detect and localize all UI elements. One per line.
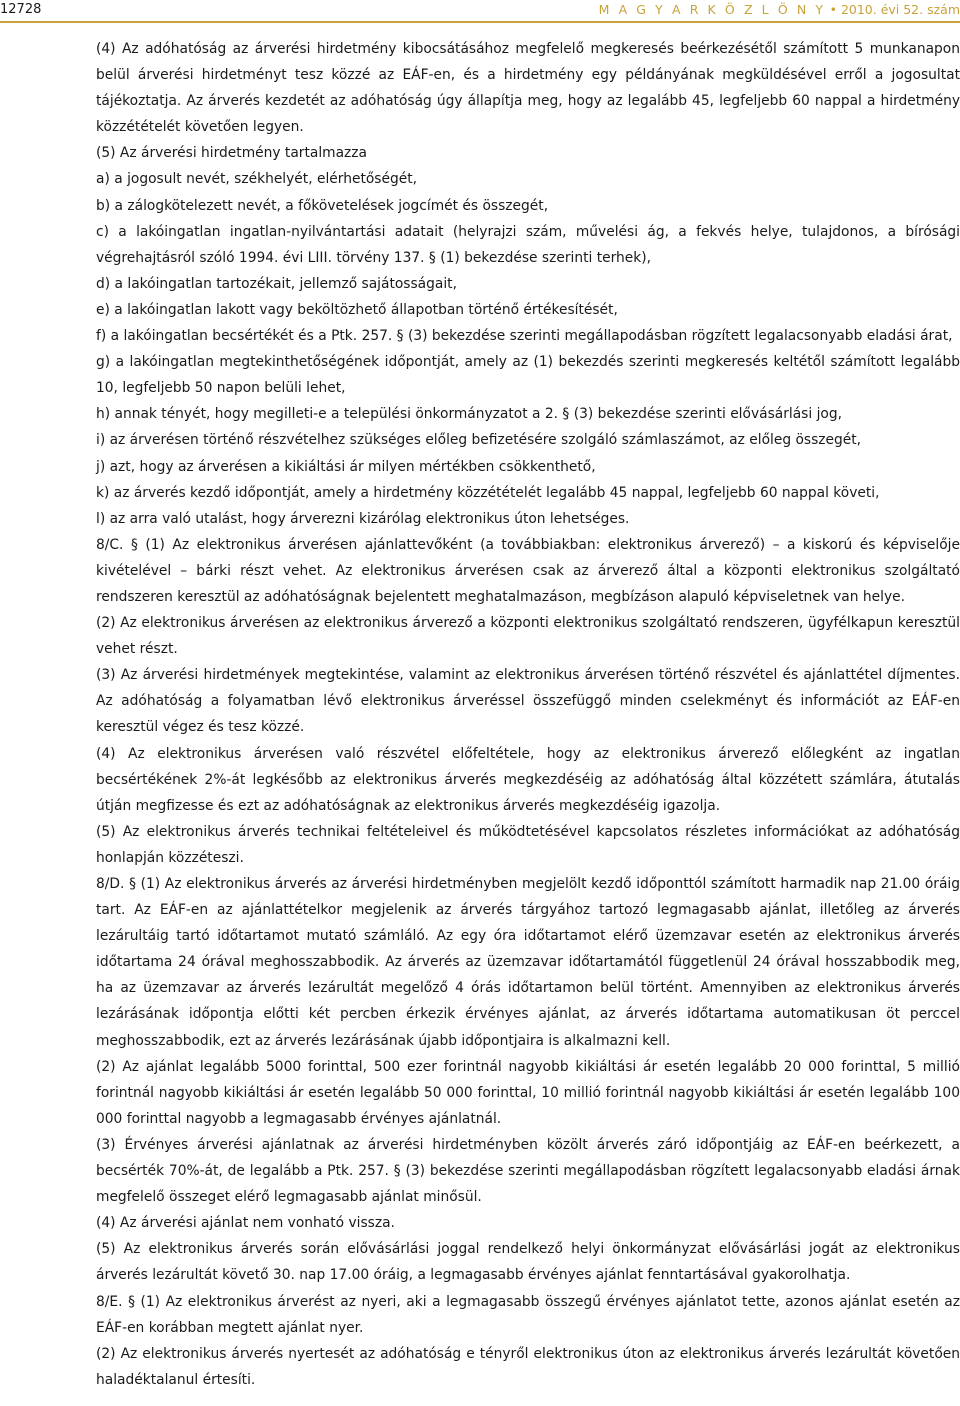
- list-item-d: d) a lakóingatlan tartozékait, jellemző sajátosságait,: [96, 275, 457, 292]
- paragraph-8b-5: (5) Az árverési hirdetmény tartalmazza: [96, 145, 367, 162]
- section-8c-4: (4) Az elektronikus árverésen való részvétel előfeltétele, hogy az elektronikus árverező előlegként az ingatlan becsértékének 2%-át legkésőbb az elektronikus árverés megkezdéséig az adóhatóság által közzétett számlára, átutalás útján megfizesse és ezt az adóhatóságnak az elektronikus árverés megkezdéséig igazolja.: [96, 745, 960, 814]
- document-body: [96, 36, 960, 1393]
- page-number: 12728: [0, 2, 42, 17]
- section-8d-1: 8/D. § (1) Az elektronikus árverés az árverési hirdetményben megjelölt kezdő időponttól számított harmadik nap 21.00 óráig tart. Az EÁF-en az ajánlattételkor megjelenik az árverés tárgyához tartozó legmagasabb ajánlat, illetőleg az árverés lezárultáig tartó időtartamot mutató számláló. Az egy óra időtartamot elérő üzemzavar esetén az elektronikus árverés időtartama 24 órával meghosszabbodik. Az árverés az üzemzavar időtartamától függetlenül 24 órával hosszabbodik meg, ha az üzemzavar az árverés lezárultát megelőző 4 órás időtartamon belül történt. Amennyiben az elektronikus árverés lezárásának időpontja előtti két percben érkezik érvényes ajánlat, az árverés időtartama automatikusan öt perccel meghosszabbodik, ezt az árverés lezárásának újabb időpontjaira is alkalmazni kell.: [96, 876, 960, 1049]
- section-8d-5: (5) Az elektronikus árverés során elővásárlási joggal rendelkező helyi önkormányzat elővásárlási jogát az elektronikus árverés lezárultát követő 30. nap 17.00 óráig, a legmagasabb érvényes ajánlat fenntartásával gyakorolhatja.: [96, 1241, 960, 1284]
- page-header: [0, 0, 960, 24]
- list-item-c: c) a lakóingatlan ingatlan-nyilvántartási adatait (helyrajzi szám, művelési ág, a fekvés helye, tulajdonos, a bírósági végrehajtásról szóló 1994. évi LIII. törvény 137. § (1) bekezdése szerinti terhek),: [96, 223, 960, 266]
- list-item-g: g) a lakóingatlan megtekinthetőségének időpontját, amely az (1) bekezdés szerinti megkeresés keltétől számított legalább 10, legfeljebb 50 napon belüli lehet,: [96, 354, 960, 397]
- section-8c-3: (3) Az árverési hirdetmények megtekintése, valamint az elektronikus árverésen történő részvétel és ajánlattétel díjmentes. Az adóhatóság a folyamatban lévő elektronikus árveréssel összefüggő minden cselekményt és információt az EÁF-en keresztül végez és tesz közzé.: [96, 667, 960, 736]
- section-8c-2: (2) Az elektronikus árverésen az elektronikus árverező a központi elektronikus szolgáltató rendszeren, ügyfélkapun keresztül vehet részt.: [96, 615, 960, 658]
- section-8e-1: 8/E. § (1) Az elektronikus árverést az nyeri, aki a legmagasabb összegű érvényes ajánlatot tette, azonos ajánlat esetén az EÁF-en korábban megtett ajánlat nyer.: [96, 1293, 960, 1336]
- list-item-l: l) az arra való utalást, hogy árverezni kizárólag elektronikus úton lehetséges.: [96, 510, 630, 527]
- journal-title: M A G Y A R K Ö Z L Ö N Y: [598, 2, 826, 17]
- list-item-h: h) annak tényét, hogy megilleti-e a települési önkormányzatot a 2. § (3) bekezdése szerinti elővásárlási jog,: [96, 406, 843, 423]
- list-item-k: k) az árverés kezdő időpontját, amely a hirdetmény közzétételét legalább 45 nappal, legfeljebb 60 nappal követi,: [96, 484, 880, 501]
- section-8c-5: (5) Az elektronikus árverés technikai feltételeivel és működtetésével kapcsolatos részletes információkat az adóhatóság honlapján közzéteszi.: [96, 823, 960, 866]
- list-item-f: f) a lakóingatlan becsértékét és a Ptk. 257. § (3) bekezdése szerinti megállapodásban rögzített legalacsonyabb eladási árat,: [96, 328, 953, 345]
- paragraph-8b-4: (4) Az adóhatóság az árverési hirdetmény kibocsátásához megfelelő megkeresés beérkezésétől számított 5 munkanapon belül árverési hirdetményt tesz közzé az EÁF-en, és a hirdetmény egy példányának megküldésével erről a jogosultat tájékoztatja. Az árverés kezdetét az adóhatóság úgy állapítja meg, hogy az legalább 45, legfeljebb 60 nappal a hirdetmény közzétételét követően legyen.: [96, 41, 960, 136]
- list-item-b: b) a zálogkötelezett nevét, a főkövetelések jogcímét és összegét,: [96, 197, 549, 214]
- list-item-i: i) az árverésen történő részvételhez szükséges előleg befizetésére szolgáló számlaszámot, az előleg összegét,: [96, 432, 862, 449]
- list-item-e: e) a lakóingatlan lakott vagy beköltözhető állapotban történő értékesítését,: [96, 301, 618, 318]
- section-8e-2: (2) Az elektronikus árverés nyertesét az adóhatóság e tényről elektronikus úton az elektronikus árverés lezárultát követően haladéktalanul értesíti.: [96, 1345, 960, 1388]
- issue-number: 2010. évi 52. szám: [840, 2, 960, 17]
- section-8d-2: (2) Az ajánlat legalább 5000 forinttal, 500 ezer forintnál nagyobb kikiáltási ár esetén legalább 20 000 forinttal, 5 millió forintnál nagyobb kikiáltási ár esetén legalább 50 000 forinttal, 10 millió forintnál nagyobb kikiáltási ár esetén legalább 100 000 forinttal nagyobb a legmagasabb érvényes ajánlatnál.: [96, 1058, 960, 1127]
- list-item-j: j) azt, hogy az árverésen a kikiáltási ár milyen mértékben csökkenthető,: [96, 458, 596, 475]
- list-item-a: a) a jogosult nevét, székhelyét, elérhetőségét,: [96, 171, 418, 188]
- section-8c-1: 8/C. § (1) Az elektronikus árverésen ajánlattevőként (a továbbiakban: elektronikus árverező) – a kiskorú és képviselője kivételével – bárki részt vehet. Az elektronikus árverésen csak az árverező által a központi elektronikus szolgáltató rendszeren keresztül az adóhatóságnak bejelentett meghatalmazáson, megbízáson alapuló képviseletnek van helye.: [96, 536, 960, 605]
- header-bullet: •: [829, 2, 837, 17]
- running-header: [599, 2, 960, 17]
- header-rule: [0, 21, 960, 23]
- section-8d-4: (4) Az árverési ajánlat nem vonható vissza.: [96, 1215, 395, 1232]
- section-8d-3: (3) Érvényes árverési ajánlatnak az árverési hirdetményben közölt árverés záró időpontjáig az EÁF-en beérkezett, a becsérték 70%-át, de legalább a Ptk. 257. § (3) bekezdése szerinti megállapodásban rögzített legalacsonyabb eladási árnak megfelelő összeget elérő legmagasabb ajánlat minősül.: [96, 1136, 960, 1206]
